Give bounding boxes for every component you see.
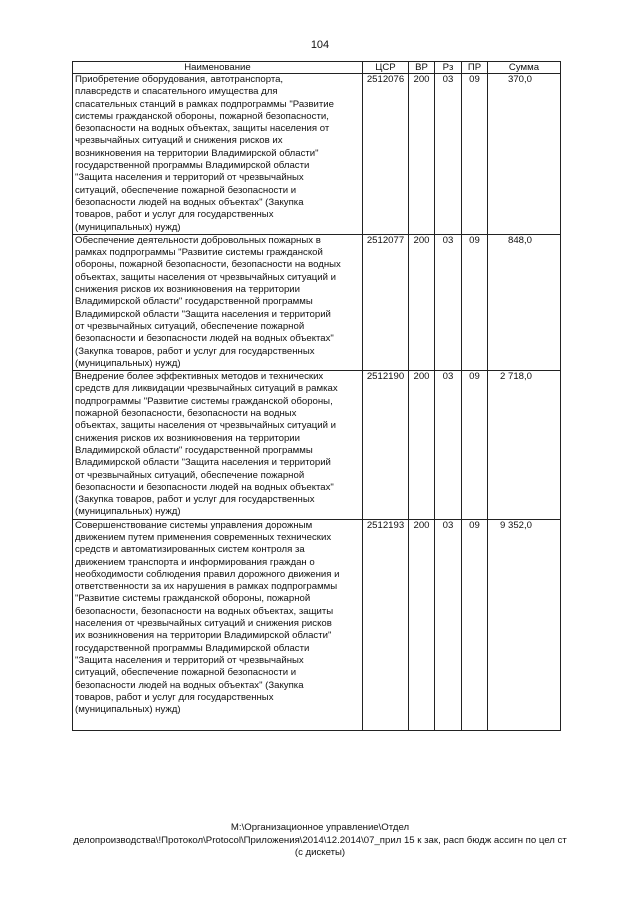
name-line: Владимирской области" государственной программы — [75, 444, 313, 456]
name-line: (муниципальных) нужд) — [75, 704, 181, 716]
name-line: системы гражданской обороны, пожарной безопасности, — [75, 110, 329, 122]
name-line: объектах, защиты населения от чрезвычайных ситуаций и — [75, 420, 337, 432]
name-line: средств и автоматизированных систем контроля за — [75, 544, 305, 556]
cell-name — [73, 371, 363, 520]
name-line: ситуаций, обеспечение пожарной безопасности и — [75, 184, 297, 196]
name-line: безопасности и безопасности людей на водных объектах" — [75, 333, 334, 345]
name-line: (муниципальных) нужд) — [75, 357, 181, 369]
footer-line: М:\Организационное управление\Отдел — [230, 822, 410, 833]
page-number: 104 — [310, 39, 330, 51]
spacer-cell — [462, 716, 488, 731]
column-header-vr: ВР — [409, 62, 435, 74]
name-line: движением путем применения современных технических — [75, 531, 332, 543]
name-line: (Закупка товаров, работ и услуг для государственных — [75, 345, 315, 357]
cell-name — [73, 519, 363, 716]
name-line: (муниципальных) нужд) — [75, 221, 181, 233]
name-line: Приобретение оборудования, автотранспорта, — [75, 74, 284, 85]
cell-vr: 200 — [409, 74, 435, 235]
name-line: Внедрение более эффективных методов и технических — [75, 371, 324, 383]
spacer-cell — [488, 716, 561, 731]
name-line: Владимирской области "Защита населения и территорий — [75, 308, 331, 320]
table-row — [73, 74, 561, 235]
name-line: снижения рисков их возникновения на территории — [75, 284, 301, 296]
name-line: Обеспечение деятельности добровольных пожарных в — [75, 234, 321, 246]
name-line: безопасности людей на водных объектах" (Закупка — [75, 196, 304, 208]
cell-name — [73, 74, 363, 235]
column-header-pr: ПР — [462, 62, 488, 74]
cell-pr: 09 — [462, 234, 488, 370]
cell-vr: 200 — [409, 234, 435, 370]
cell-vr: 200 — [409, 519, 435, 716]
name-line: чрезвычайных ситуаций и снижения рисков их — [75, 135, 283, 147]
name-line: государственной программы Владимирской области — [75, 642, 310, 654]
cell-sum: 9 352,0 — [488, 519, 561, 716]
cell-csr: 2512077 — [363, 234, 409, 370]
budget-table — [72, 61, 561, 731]
name-line: подпрограммы "Развитие системы гражданской обороны, — [75, 395, 333, 407]
name-line: обороны, пожарной безопасности, безопасности на водных — [75, 259, 341, 271]
cell-csr: 2512193 — [363, 519, 409, 716]
name-line: (муниципальных) нужд) — [75, 506, 181, 518]
name-line: рамках подпрограммы "Развитие системы гражданской — [75, 247, 323, 259]
name-line: Владимирской области "Защита населения и территорий — [75, 457, 331, 469]
file-path-footer — [0, 822, 640, 860]
footer-line: (с дискеты) — [294, 847, 346, 858]
name-line: спасательных станций в рамках подпрограммы "Развитие — [75, 98, 334, 110]
name-line: "Развитие системы гражданской обороны, пожарной — [75, 593, 311, 605]
cell-rz: 03 — [435, 74, 462, 235]
column-header-sum: Сумма — [488, 62, 561, 74]
name-line: безопасности людей на водных объектах" (Закупка — [75, 679, 304, 691]
footer-line: делопроизводства\!Протокол\Protocol\Приложения\2014\12.2014\07_прил 15 к зак, расп бюдж ассигн по цел ст — [73, 834, 567, 846]
cell-sum: 848,0 — [488, 234, 561, 370]
cell-vr: 200 — [409, 371, 435, 520]
name-line: снижения рисков их возникновения на территории — [75, 432, 301, 444]
name-line: "Защита населения и территорий от чрезвычайных — [75, 654, 304, 666]
name-line: ситуаций, обеспечение пожарной безопасности и — [75, 667, 297, 679]
name-line: безопасности и безопасности людей на водных объектах" — [75, 481, 334, 493]
cell-rz: 03 — [435, 519, 462, 716]
name-line: населения от чрезвычайных ситуаций и снижения рисков — [75, 618, 332, 630]
name-line: от чрезвычайных ситуаций, обеспечение пожарной — [75, 469, 305, 481]
name-line: Владимирской области" государственной программы — [75, 296, 313, 308]
cell-sum: 370,0 — [488, 74, 561, 235]
column-header-name: Наименование — [73, 62, 363, 74]
spacer-cell — [435, 716, 462, 731]
name-line: средств для ликвидации чрезвычайных ситуаций в рамках — [75, 383, 338, 395]
name-line: безопасности, безопасности на водных объектах, защиты — [75, 605, 334, 617]
name-line: (Закупка товаров, работ и услуг для государственных — [75, 494, 315, 506]
name-line: их возникновения на территории Владимирской области" — [75, 630, 332, 642]
name-line: возникновения на территории Владимирской области" — [75, 147, 319, 159]
name-line: ответственности за их нарушения в рамках подпрограммы — [75, 581, 338, 593]
name-line: от чрезвычайных ситуаций, обеспечение пожарной — [75, 320, 305, 332]
table-row — [73, 371, 561, 520]
column-header-csr: ЦСР — [363, 62, 409, 74]
table-row — [73, 519, 561, 716]
table-row — [73, 234, 561, 370]
name-line: пожарной безопасности, безопасности на водных — [75, 408, 297, 420]
name-line: безопасности на водных объектах, защиты населения от — [75, 123, 330, 135]
cell-rz: 03 — [435, 371, 462, 520]
cell-csr: 2512190 — [363, 371, 409, 520]
name-line: товаров, работ и услуг для государственных — [75, 691, 274, 703]
table-header-row — [73, 62, 561, 74]
cell-csr: 2512076 — [363, 74, 409, 235]
cell-pr: 09 — [462, 74, 488, 235]
spacer-cell — [73, 716, 363, 731]
name-line: Совершенствование системы управления дорожным — [75, 519, 313, 531]
cell-pr: 09 — [462, 519, 488, 716]
spacer-cell — [409, 716, 435, 731]
cell-name — [73, 234, 363, 370]
cell-sum: 2 718,0 — [488, 371, 561, 520]
cell-rz: 03 — [435, 234, 462, 370]
name-line: государственной программы Владимирской области — [75, 160, 310, 172]
cell-pr: 09 — [462, 371, 488, 520]
name-line: товаров, работ и услуг для государственных — [75, 209, 274, 221]
name-line: объектах, защиты населения от чрезвычайных ситуаций и — [75, 271, 337, 283]
column-header-rz: Рз — [435, 62, 462, 74]
name-line: плавсредств и спасательного имущества для — [75, 86, 278, 98]
name-line: "Защита населения и территорий от чрезвычайных — [75, 172, 304, 184]
table-row-spacer — [73, 716, 561, 731]
name-line: движением транспорта и информирования граждан о — [75, 556, 315, 568]
name-line: необходимости соблюдения правил дорожного движения и — [75, 568, 340, 580]
spacer-cell — [363, 716, 409, 731]
